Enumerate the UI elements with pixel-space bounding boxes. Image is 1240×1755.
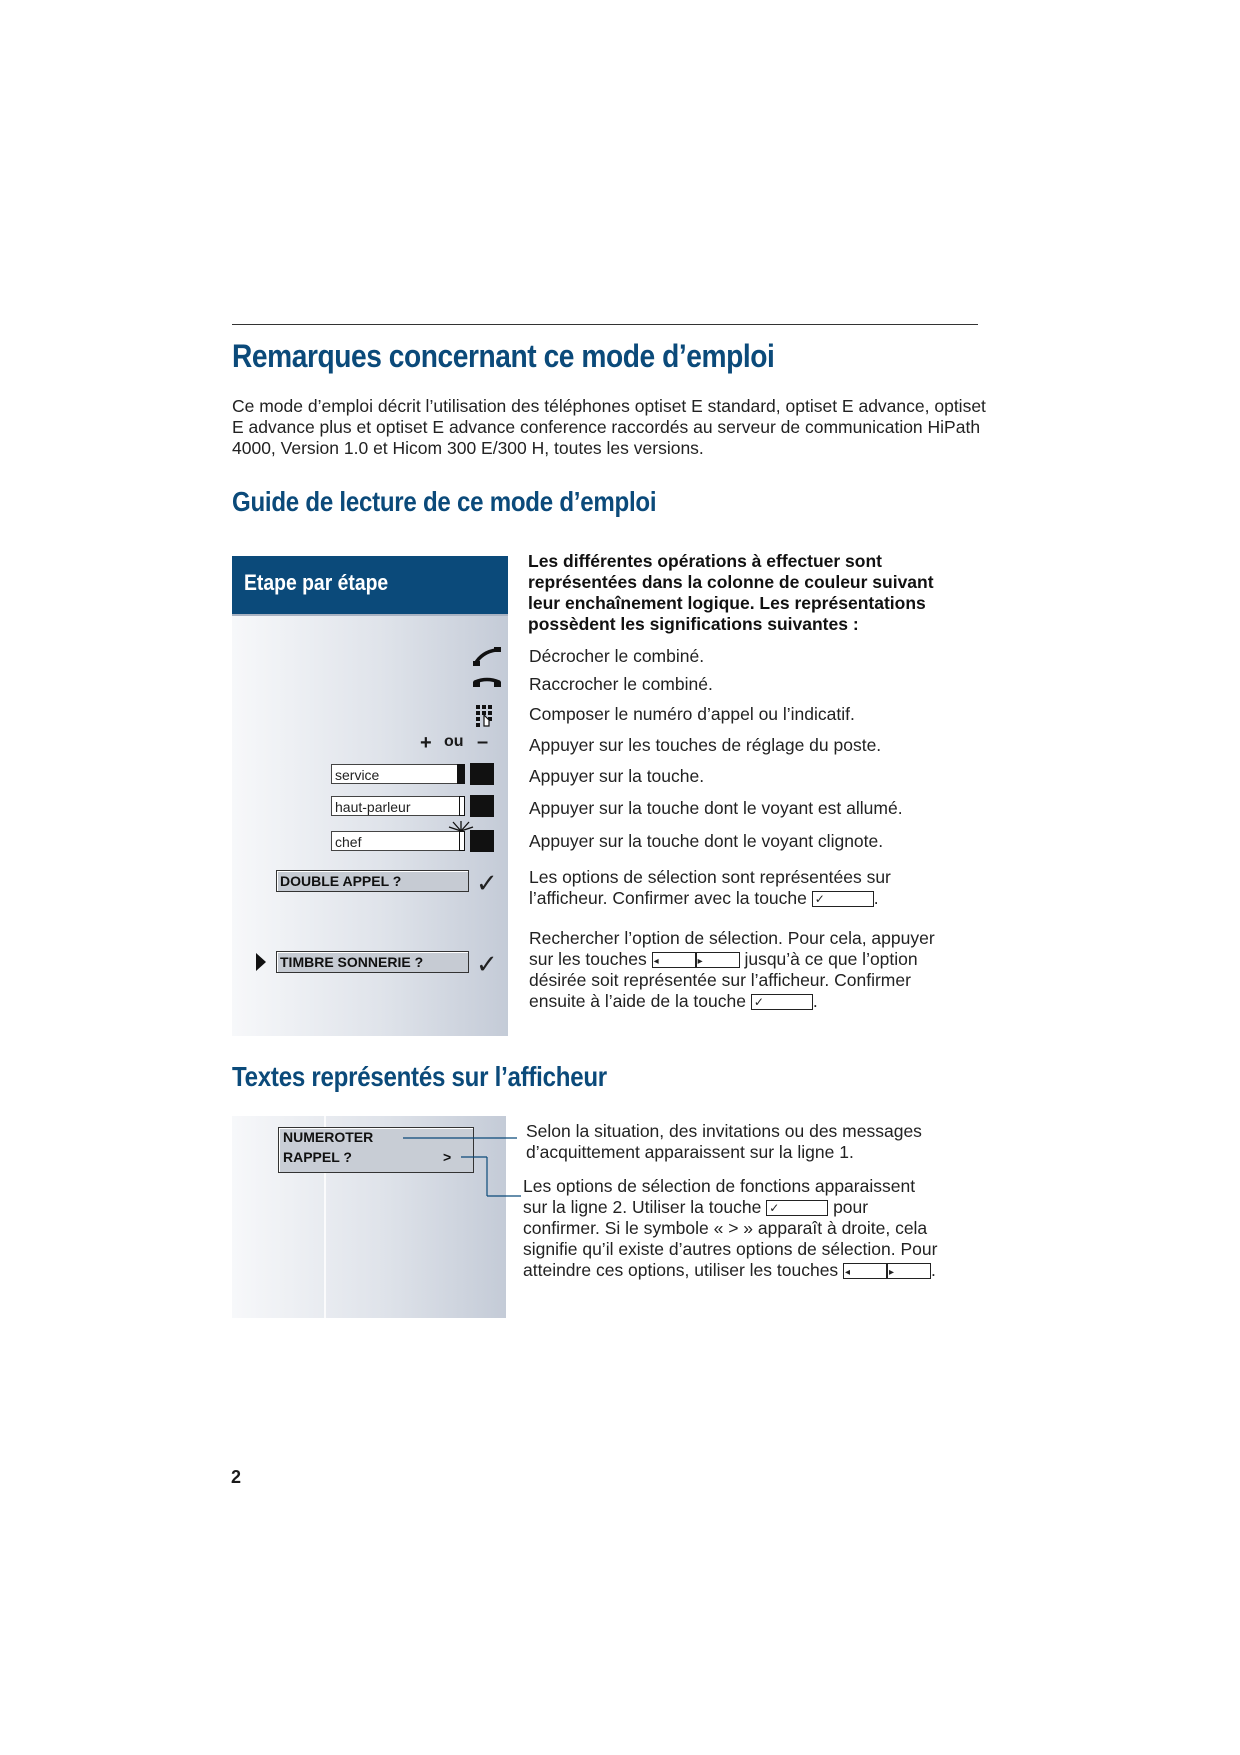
step-search-text: Rechercher l’option de sélection. Pour cela, appuyer sur les touches ◂ ▸ jusqu’à ce que l’option désirée soit représentée sur l’afficheur. Confirmer ensuite à l’aide de la touche ✓ . [529,928,935,1011]
inline-left-key-icon-2: ◂ [843,1263,887,1279]
inline-confirm-key-icon-2: ✓ [751,994,813,1010]
display-text-2a: Les options de sélection de fonctions apparaissent sur la ligne 2. Utiliser la touche [523,1176,916,1217]
display-option-double-appel: DOUBLE APPEL ? [276,870,469,892]
page-number: 2 [231,1467,242,1487]
callout-lines [395,1124,525,1204]
step-press-blink-text: Appuyer sur la touche dont le voyant clignote. [529,831,884,851]
display-text-1: Selon la situation, des invitations ou des messages d’acquittement apparaissent sur la ligne 1. [526,1121,922,1162]
service-label-text: service [335,767,380,783]
keypad-icon [475,704,495,728]
key-led-blink [459,831,465,851]
handset-hangup-icon [472,677,502,695]
step-hangup-text: Raccrocher le combiné. [529,674,713,694]
step-search-label-a: Rechercher l’option de sélection. Pour cela, appuyer sur les touches [529,928,935,969]
display-more-arrow: > [443,1149,452,1165]
chef-key-label [331,831,465,851]
key-led-lit [459,796,465,816]
step-lift-text: Décrocher le combiné. [529,646,705,666]
chef-label-text: chef [335,834,362,850]
key-led-on [457,764,465,784]
inline-left-key-icon: ◂ [652,952,696,968]
speaker-label-text: haut-parleur [335,799,411,815]
minus-icon: – [477,731,489,753]
display-option-timbre: TIMBRE SONNERIE ? [276,951,469,973]
display-text-2: Les options de sélection de fonctions apparaissent sur la ligne 2. Utiliser la touche ✓ pour confirmer. Si le symbole « > » apparaît à droite, cela signifie qu’il existe d’autres options de sélection. Pour atteindre ces options, utiliser les touches ◂ ▸ . [523,1176,938,1280]
page-title: Remarques concernant ce mode d’emploi [232,338,775,374]
step-search-label-b: jusqu’à ce que l’option désirée soit représentée sur l’afficheur. Confirmer ensuite à l’aide de la touche [529,949,918,1011]
inline-right-key-icon: ▸ [696,952,740,968]
guide-intro: Les différentes opérations à effectuer sont représentées dans la colonne de couleur suivant leur enchaînement logique. Les représentations possèdent les significations suivantes : [528,551,934,634]
inline-confirm-key-icon: ✓ [812,891,874,907]
confirm-check-icon[interactable]: ✓ [476,868,498,898]
speaker-key-button[interactable] [470,795,494,817]
display-line-1: NUMEROTER [283,1129,374,1145]
inline-confirm-key-icon-3: ✓ [766,1200,828,1216]
step-adjust-text: Appuyer sur les touches de réglage du poste. [529,735,882,755]
service-key-button[interactable] [470,763,494,785]
scroll-arrow-icon [255,952,267,972]
step-press-text: Appuyer sur la touche. [529,766,705,786]
step-confirm-text: Les options de sélection sont représentées sur l’afficheur. Confirmer avec la touche ✓ . [529,867,891,908]
guide-heading: Guide de lecture de ce mode d’emploi [232,486,657,517]
service-key-label [331,764,465,784]
confirm-check-icon-2[interactable]: ✓ [476,949,498,979]
step-panel-title: Etape par étape [244,570,389,595]
step-press-lit-text: Appuyer sur la touche dont le voyant est allumé. [529,798,903,818]
handset-lift-icon [472,646,502,668]
inline-right-key-icon-2: ▸ [887,1263,931,1279]
or-label: ou [444,733,464,750]
panel-divider [232,614,508,616]
step-confirm-label: Les options de sélection sont représentées sur l’afficheur. Confirmer avec la touche [529,867,891,908]
chef-key-button[interactable] [470,830,494,852]
speaker-key-label [331,796,465,816]
top-rule [232,324,978,325]
display-text-2b: pour confirmer. Si le symbole « > » apparaît à droite, cela signifie qu’il existe d’autres options de sélection. Pour atteindre ces options, utiliser les touches [523,1197,938,1280]
intro-paragraph: Ce mode d’emploi décrit l’utilisation des téléphones optiset E standard, optiset E advance, optiset E advance plus et optiset E advance conference raccordés au serveur de communication HiPath 4000, Version 1.0 et Hicom 300 E/300 H, toutes les versions. [232,396,986,458]
display-heading: Textes représentés sur l’afficheur [232,1061,607,1092]
display-line-2: RAPPEL ? [283,1149,352,1165]
plus-icon: + [420,732,432,754]
step-dial-text: Composer le numéro d’appel ou l’indicatif. [529,704,855,724]
